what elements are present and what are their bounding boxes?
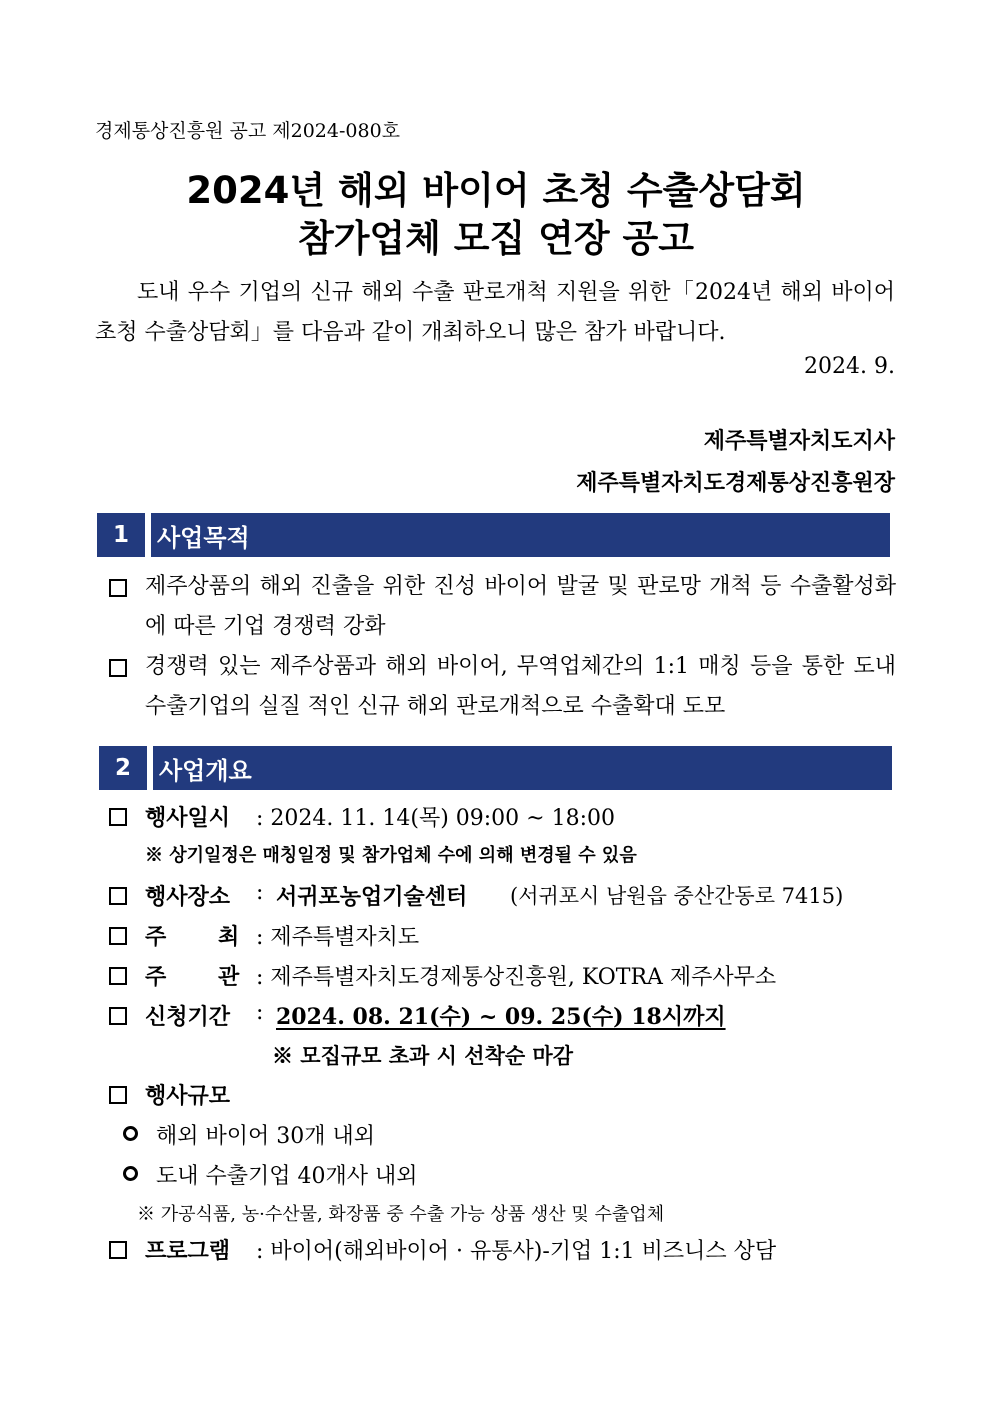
section-2-title: 사업개요 [153, 746, 892, 790]
application-separator: : [256, 1000, 264, 1025]
checkbox-bullet [109, 927, 127, 945]
venue-separator: : [256, 880, 264, 905]
section-2-number: 2 [99, 746, 147, 790]
scale-item-exporters: 도내 수출기업 40개사 내외 [156, 1164, 418, 1189]
program-value: : 바이어(해외바이어 · 유통사)-기업 1:1 비즈니스 상담 [256, 1239, 777, 1264]
intro-text: 도내 우수 기업의 신규 해외 수출 판로개척 지원을 위한「2024년 해외 바이어 초청 수출상담회」를 다음과 같이 개최하오니 많은 참가 바랍니다. [95, 280, 895, 345]
organizer-label-first: 주 [145, 964, 167, 990]
notice-number: 경제통상진흥원 공고 제2024-080호 [95, 120, 401, 142]
circle-bullet-icon [123, 1166, 138, 1181]
host-label-first: 주 [145, 924, 167, 950]
organizer-value: : 제주특별자치도경제통상진흥원, KOTRA 제주사무소 [256, 965, 777, 990]
program-label: 프로그램 [145, 1238, 231, 1264]
organizer-label-second: 관 [218, 964, 240, 990]
scale-item-buyers: 해외 바이어 30개 내외 [156, 1124, 375, 1149]
venue-address: (서귀포시 남원읍 중산간동로 7415) [510, 884, 844, 908]
event-date-label: 행사일시 [145, 805, 231, 831]
checkbox-bullet [109, 579, 127, 597]
venue-name: 서귀포농업기술센터 [276, 884, 468, 910]
checkbox-bullet [109, 1086, 127, 1104]
section-1-number: 1 [97, 513, 145, 557]
application-label: 신청기간 [145, 1004, 231, 1030]
title-line-1: 2024년 해외 바이어 초청 수출상담회 [186, 169, 806, 212]
section-1-title: 사업목적 [151, 513, 890, 557]
application-note: ※ 모집규모 초과 시 선착순 마감 [272, 1043, 573, 1068]
checkbox-bullet [109, 1241, 127, 1259]
signer-agency-head: 제주특별자치도경제통상진흥원장 [576, 470, 895, 496]
application-period: 2024. 08. 21(수) ~ 09. 25(수) 18시까지 [276, 1004, 726, 1030]
scale-label: 행사규모 [145, 1083, 231, 1109]
host-value: : 제주특별자치도 [256, 925, 420, 950]
event-date-note: ※ 상기일정은 매칭일정 및 참가업체 수에 의해 변경될 수 있음 [145, 845, 637, 866]
checkbox-bullet [109, 659, 127, 677]
title-line-2: 참가업체 모집 연장 공고 [297, 217, 695, 260]
checkbox-bullet [109, 967, 127, 985]
signer-governor: 제주특별자치도지사 [703, 428, 895, 454]
host-label-second: 최 [218, 924, 240, 950]
scale-note: ※ 가공식품, 농·수산물, 화장품 중 수출 가능 상품 생산 및 수출업체 [137, 1204, 665, 1225]
intro-paragraph [95, 273, 895, 353]
purpose-item-2: 경쟁력 있는 제주상품과 해외 바이어, 무역업체간의 1:1 매칭 등을 통한 도내 수출기업의 실질 적인 신규 해외 판로개척으로 수출확대 도모 [145, 654, 896, 719]
checkbox-bullet [109, 1007, 127, 1025]
checkbox-bullet [109, 887, 127, 905]
circle-bullet-icon [123, 1126, 138, 1141]
event-date-value: : 2024. 11. 14(목) 09:00 ~ 18:00 [256, 806, 615, 831]
venue-label: 행사장소 [145, 884, 231, 910]
checkbox-bullet [109, 808, 127, 826]
announcement-date: 2024. 9. [804, 354, 895, 379]
purpose-item-1: 제주상품의 해외 진출을 위한 진성 바이어 발굴 및 판로망 개척 등 수출활성화에 따른 기업 경쟁력 강화 [145, 574, 896, 639]
